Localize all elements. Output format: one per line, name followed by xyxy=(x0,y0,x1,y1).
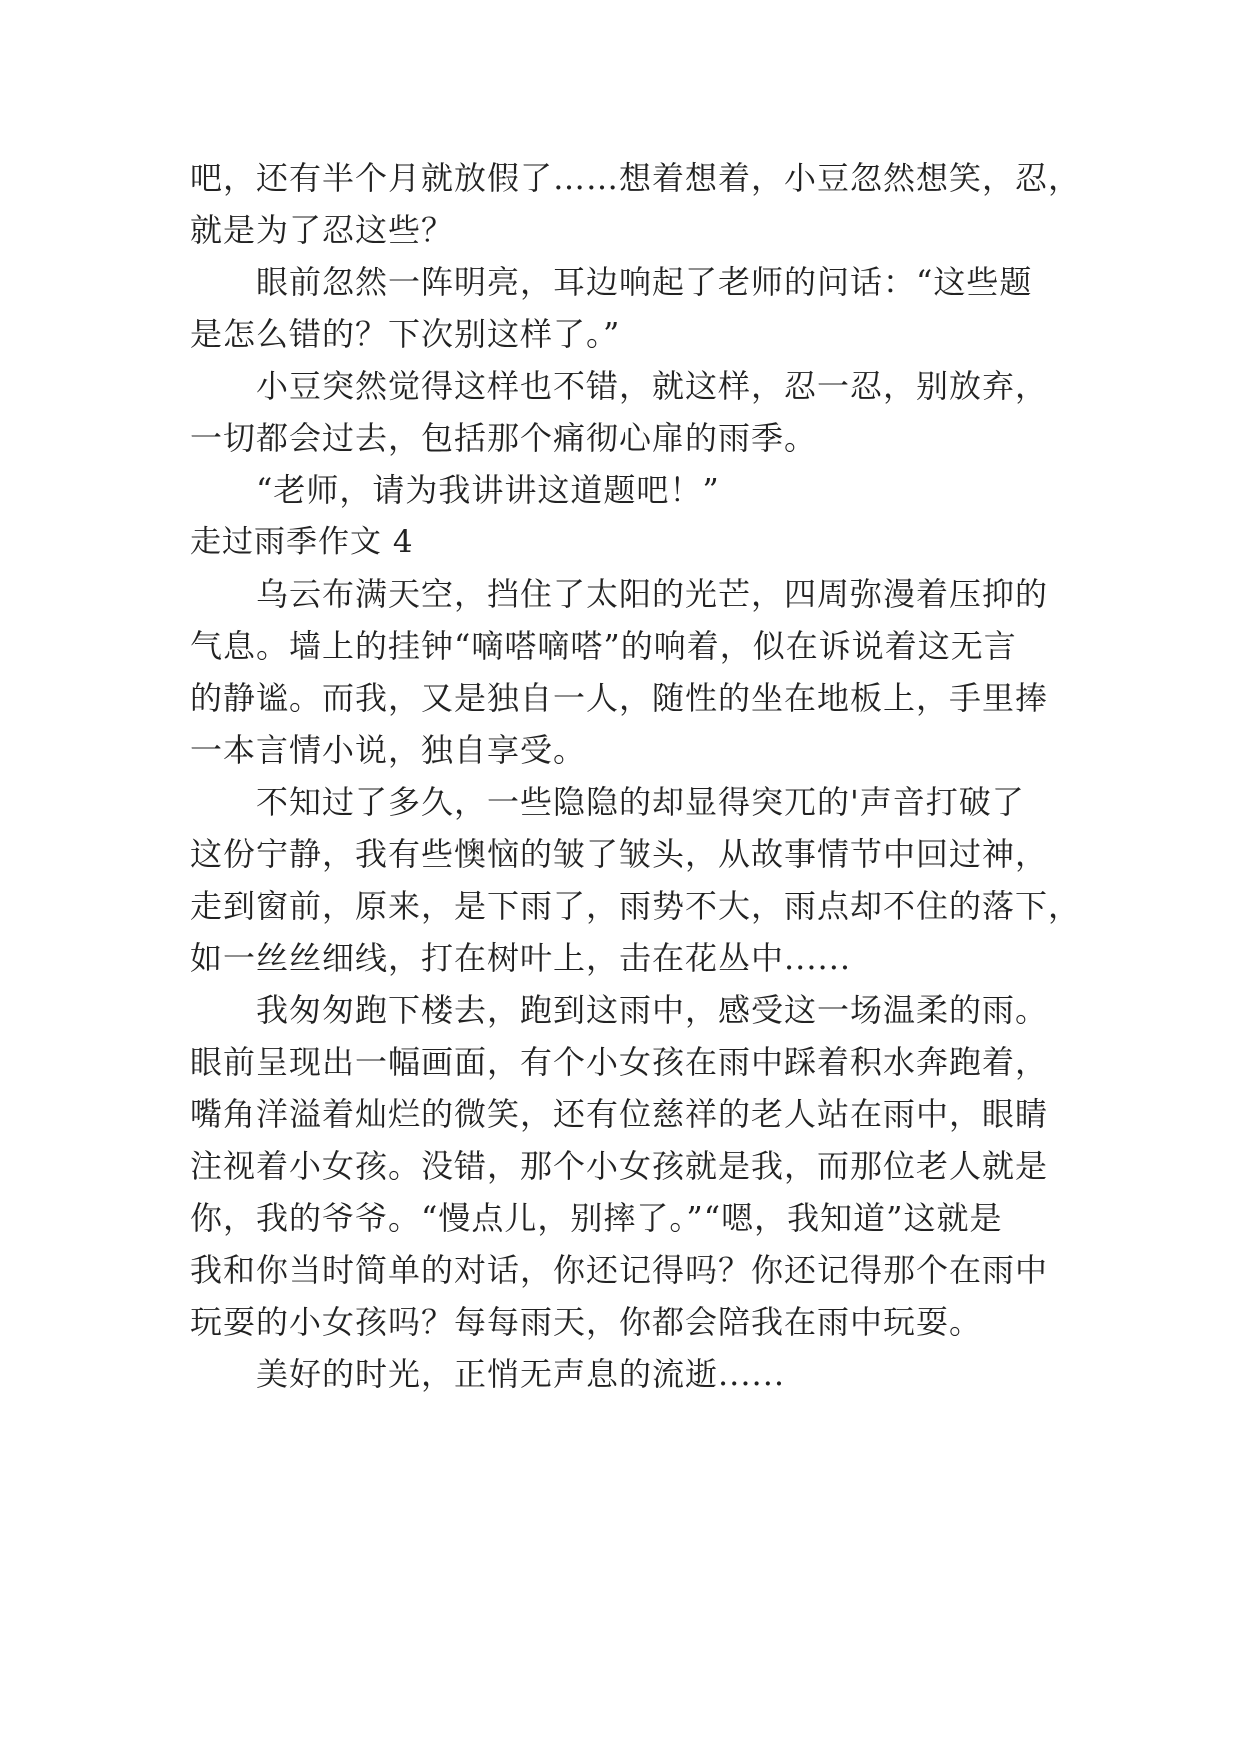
text-line: 是怎么错的？下次别这样了。” xyxy=(190,315,621,353)
text-line: “老师，请为我讲讲这道题吧！” xyxy=(256,471,720,509)
text-line: 一本言情小说，独自享受。 xyxy=(190,731,587,769)
text-line: 走到窗前，原来，是下雨了，雨势不大，雨点却不住的落下， xyxy=(190,887,1082,925)
text-line: 我匆匆跑下楼去，跑到这雨中，感受这一场温柔的雨。 xyxy=(256,991,1049,1029)
section-heading: 走过雨季作文 4 xyxy=(190,524,414,560)
text-line: 如一丝丝细线，打在树叶上，击在花丛中...... xyxy=(190,939,852,977)
text-line: 美好的时光，正悄无声息的流逝...... xyxy=(256,1355,786,1393)
text-line: 吧，还有半个月就放假了……想着想着，小豆忽然想笑，忍， xyxy=(190,159,1082,197)
text-line: 注视着小女孩。没错，那个小女孩就是我，而那位老人就是 xyxy=(190,1147,1049,1185)
text-line: 气息。墙上的挂钟“嘀嗒嘀嗒”的响着，似在诉说着这无言 xyxy=(190,627,1017,665)
text-line: 我和你当时简单的对话，你还记得吗？你还记得那个在雨中 xyxy=(190,1251,1049,1289)
text-line: 就是为了忍这些？ xyxy=(190,211,455,249)
text-line: 玩耍的小女孩吗？每每雨天，你都会陪我在雨中玩耍。 xyxy=(190,1303,983,1341)
text-line: 乌云布满天空，挡住了太阳的光芒，四周弥漫着压抑的 xyxy=(256,575,1049,613)
text-line: 的静谧。而我，又是独自一人，随性的坐在地板上，手里捧 xyxy=(190,679,1049,717)
text-line: 嘴角洋溢着灿烂的微笑，还有位慈祥的老人站在雨中，眼睛 xyxy=(190,1095,1049,1133)
text-line: 不知过了多久，一些隐隐的却显得突兀的'声音打破了 xyxy=(256,783,1025,821)
text-line: 一切都会过去，包括那个痛彻心扉的雨季。 xyxy=(190,419,818,457)
text-line: 你，我的爷爷。“慢点儿，别摔了。”“嗯，我知道”这就是 xyxy=(190,1199,1003,1237)
text-line: 眼前呈现出一幅画面，有个小女孩在雨中踩着积水奔跑着， xyxy=(190,1043,1049,1081)
text-line: 眼前忽然一阵明亮，耳边响起了老师的问话：“这些题 xyxy=(256,263,1033,301)
text-line: 这份宁静，我有些懊恼的皱了皱头，从故事情节中回过神， xyxy=(190,835,1049,873)
text-line: 小豆突然觉得这样也不错，就这样，忍一忍，别放弃， xyxy=(256,367,1049,405)
document-body xyxy=(190,152,1082,1400)
